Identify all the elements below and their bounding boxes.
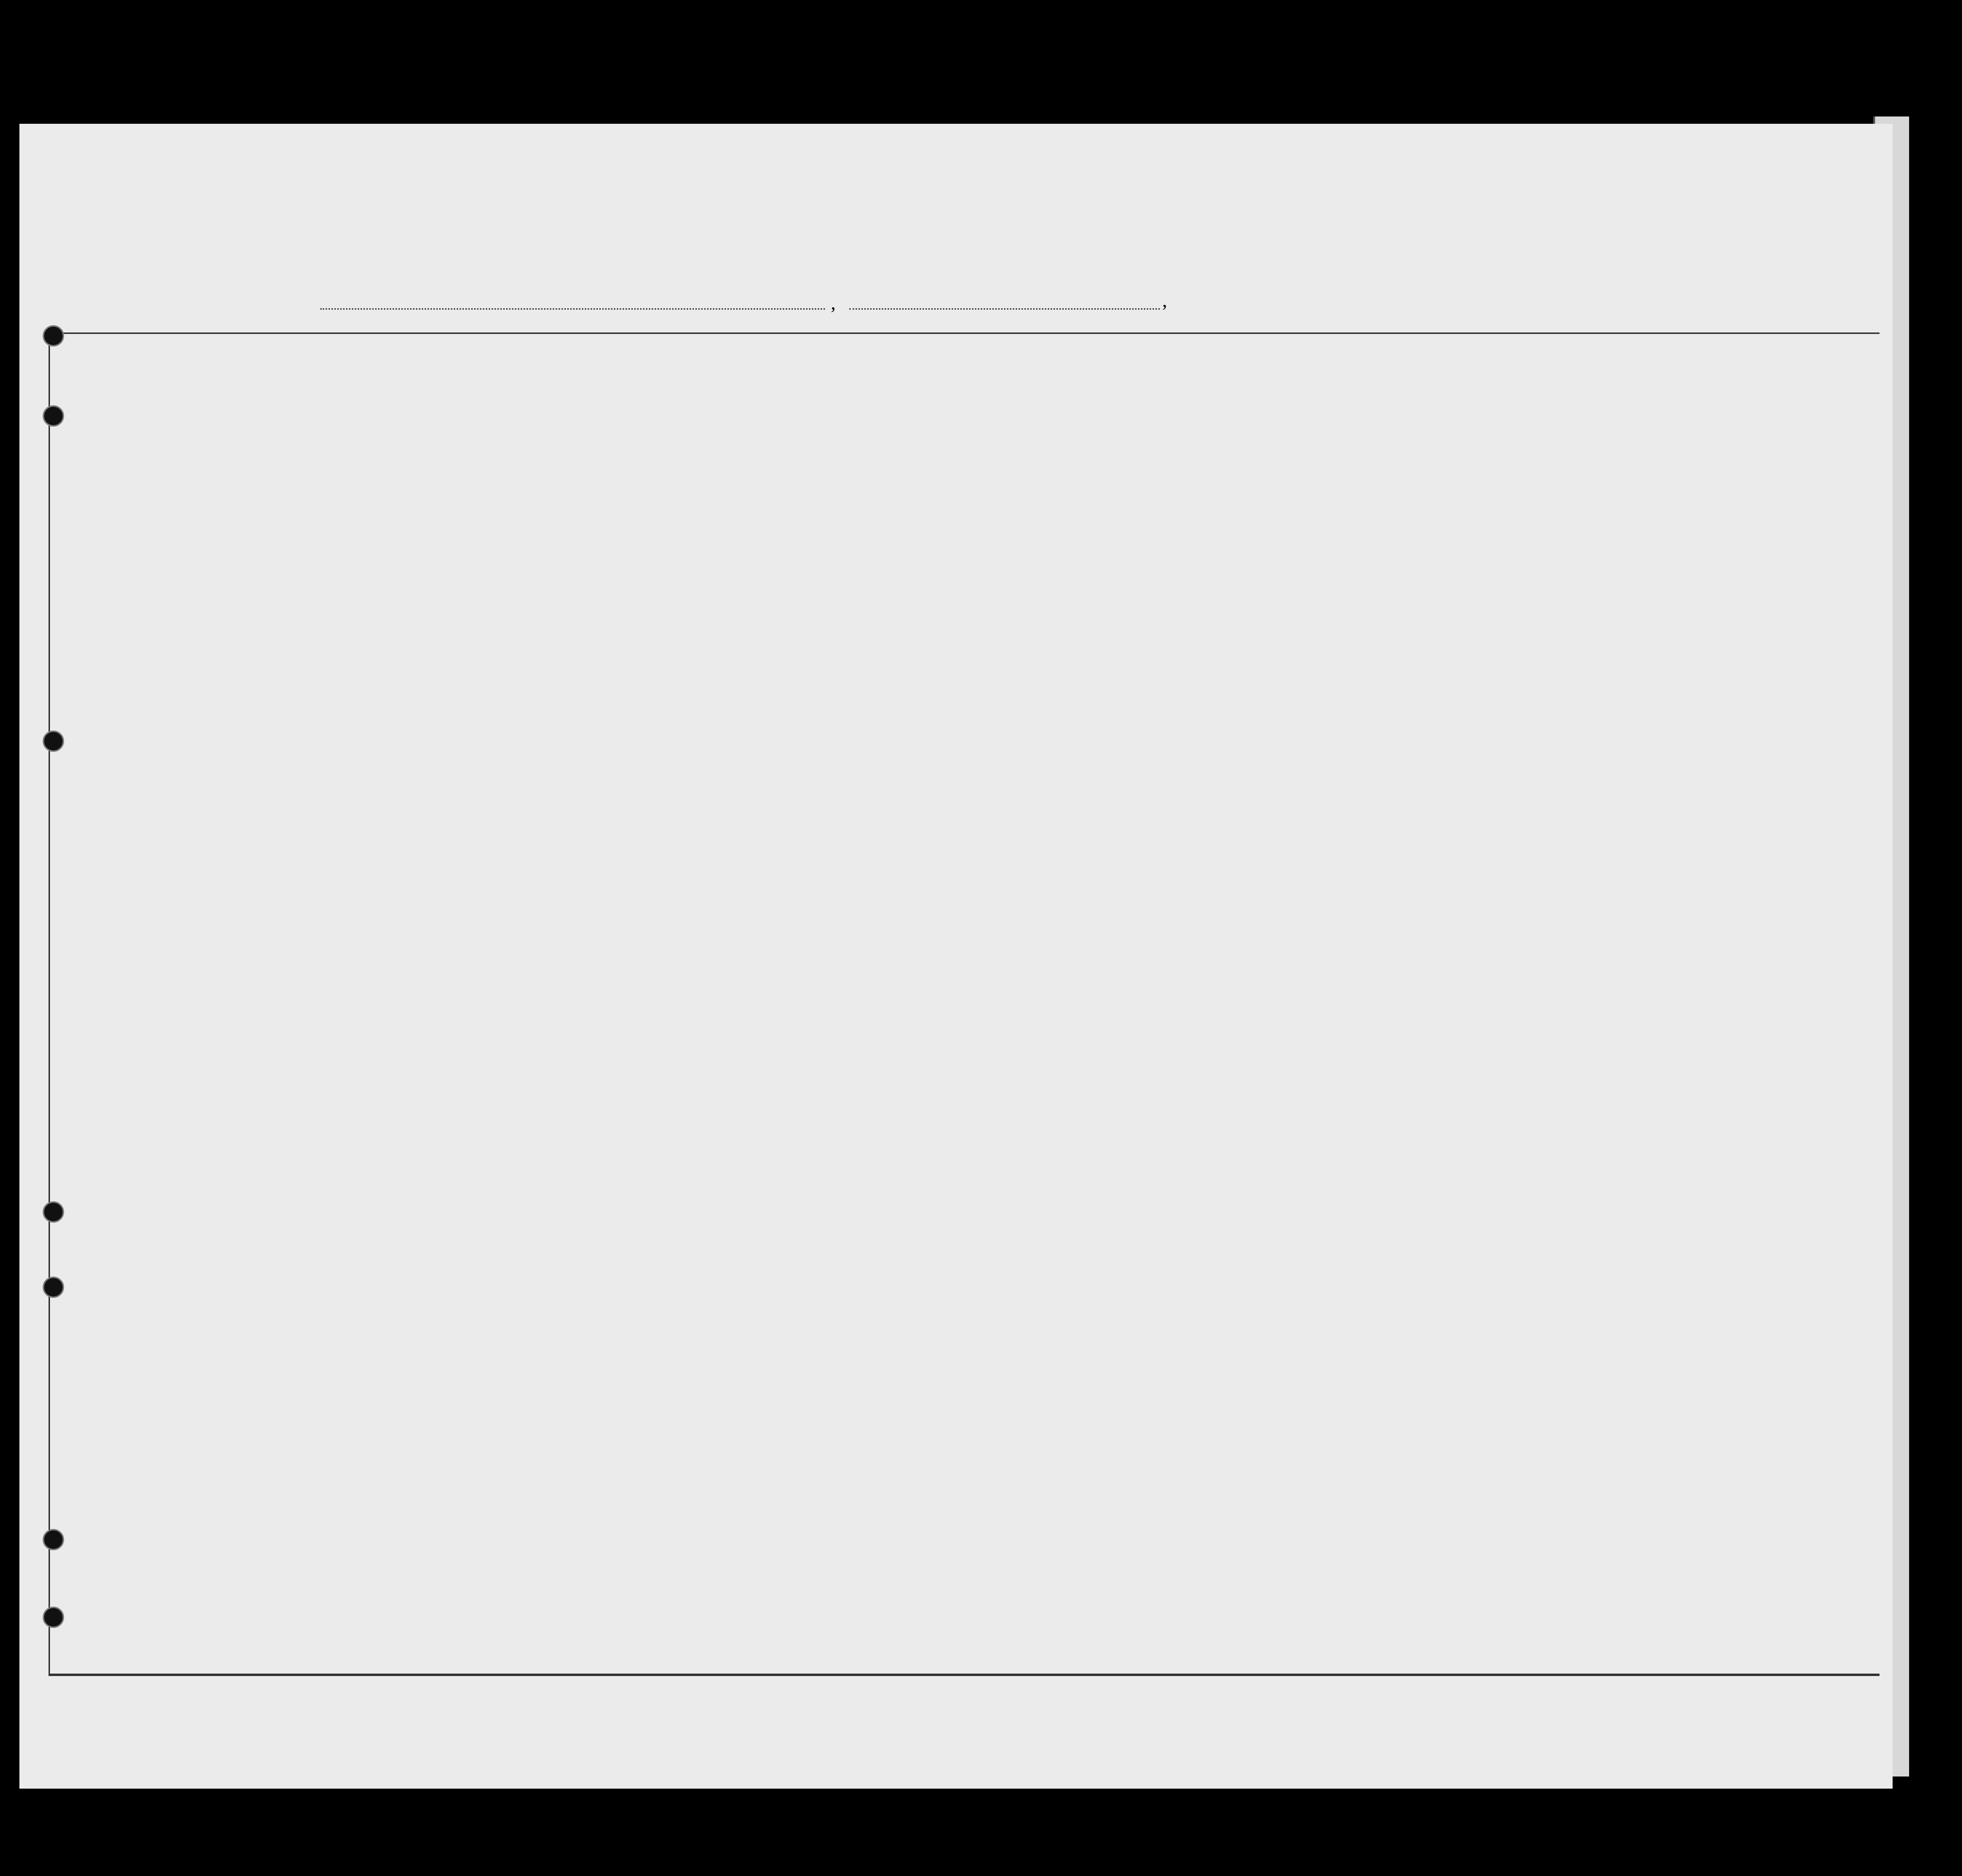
header-intends-return	[1109, 396, 1138, 609]
binder-hole	[43, 1607, 64, 1628]
comma-2: ,	[1162, 289, 1167, 311]
header-prison	[1254, 371, 1281, 614]
binder-hole	[43, 1277, 64, 1298]
binder-hole	[43, 1201, 64, 1223]
header-q28	[1337, 371, 1383, 614]
binder-hole	[43, 405, 64, 427]
manifest-sheet	[19, 124, 1893, 1789]
comma: ,	[831, 292, 836, 314]
header-deported	[1434, 371, 1458, 614]
port-line	[320, 308, 825, 310]
date-line	[849, 308, 1160, 310]
binder-hole	[43, 1529, 64, 1550]
binder-hole	[43, 325, 64, 347]
binder-hole	[43, 730, 64, 752]
manifest-table	[49, 332, 1880, 1676]
header-offer	[1393, 371, 1422, 614]
